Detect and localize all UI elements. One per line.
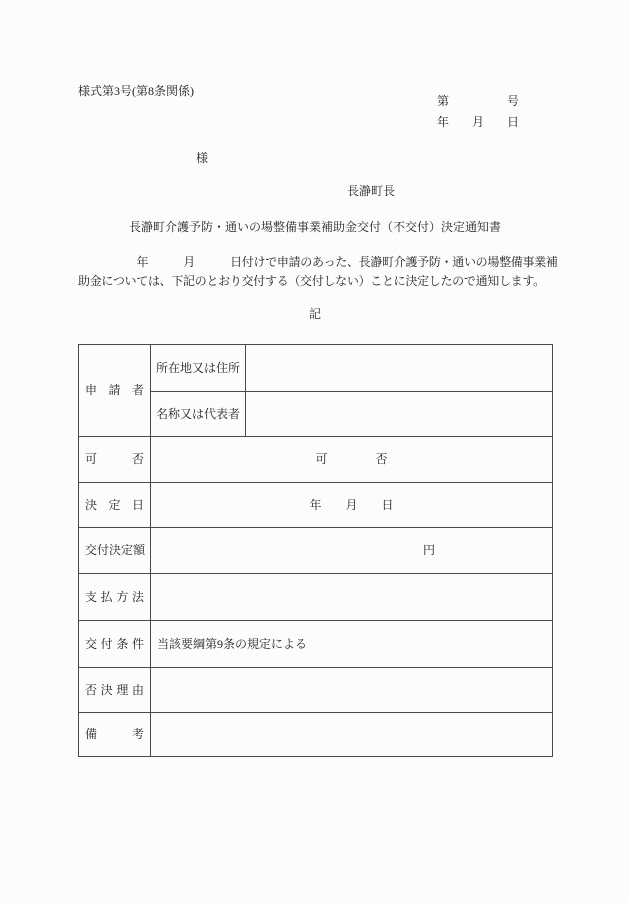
decision-date-value-cell: 年 月 日 — [151, 483, 553, 528]
decision-date-label: 決 定 日 — [85, 497, 144, 512]
rejection-reason-label-cell — [79, 668, 151, 713]
approval-value-cell: 可 否 — [151, 437, 553, 483]
applicant-label: 申 請 者 — [85, 383, 144, 398]
remarks-label-cell — [79, 713, 151, 757]
payment-method-label-cell — [79, 574, 151, 621]
addressee-suffix: 様 — [196, 151, 209, 165]
date-line — [437, 115, 519, 129]
table-row-remarks — [79, 713, 553, 757]
section-marker: 記 — [308, 307, 321, 321]
grant-amount-label: 交 付 決 定 額 — [85, 543, 146, 558]
table-row-decision-date — [79, 483, 553, 528]
rejection-reason-value-cell — [151, 668, 553, 713]
table-row-grant-amount — [79, 528, 553, 574]
sender-name: 長瀞町長 — [347, 184, 396, 198]
approval-label: 可 否 — [85, 452, 144, 467]
applicant-label-cell — [79, 345, 151, 437]
decision-table — [78, 344, 553, 757]
table-row-grant-conditions — [79, 621, 553, 668]
remarks-value-cell — [151, 713, 553, 757]
payment-method-value-cell — [151, 574, 553, 621]
rejection-reason-label: 否 決 理 由 — [85, 682, 144, 697]
address-value-cell — [246, 345, 553, 392]
grant-conditions-label-cell — [79, 621, 151, 668]
doc-number-prefix: 第 — [437, 94, 450, 108]
grant-amount-value-cell: 円 — [151, 528, 553, 574]
date-month: 月 — [471, 115, 484, 129]
document-number-line — [437, 94, 519, 108]
payment-method-label: 支 払 方 法 — [85, 589, 144, 604]
date-day: 日 — [506, 115, 519, 129]
date-year: 年 — [437, 115, 450, 129]
grant-conditions-label: 交 付 条 件 — [85, 636, 144, 651]
approval-label-cell — [79, 437, 151, 483]
address-label-cell: 所在地又は住所 — [151, 345, 246, 392]
table-row-applicant-address — [79, 345, 553, 392]
table-row-rejection-reason — [79, 668, 553, 713]
table-row-approval — [79, 437, 553, 483]
table-row-payment-method — [79, 574, 553, 621]
remarks-label: 備 考 — [85, 727, 144, 742]
grant-amount-label-cell — [79, 528, 151, 574]
form-number: 様式第3号(第8条関係) — [78, 84, 194, 98]
name-label-cell: 名称又は代表者 — [151, 392, 246, 437]
document-title: 長瀞町介護予防・通いの場整備事業補助金交付（不交付）決定通知書 — [128, 220, 501, 234]
doc-number-suffix: 号 — [506, 94, 519, 108]
body-line-2: 助金については、下記のとおり交付する（交付しない）ことに決定したので通知します。 — [78, 274, 545, 288]
grant-conditions-value-cell: 当該要綱第9条の規定による — [151, 621, 553, 668]
decision-date-label-cell — [79, 483, 151, 528]
body-line-1: 年 月 日付けで申請のあった、長瀞町介護予防・通いの場整備事業補 — [78, 255, 558, 269]
table-row-applicant-name — [79, 392, 553, 437]
name-value-cell — [246, 392, 553, 437]
